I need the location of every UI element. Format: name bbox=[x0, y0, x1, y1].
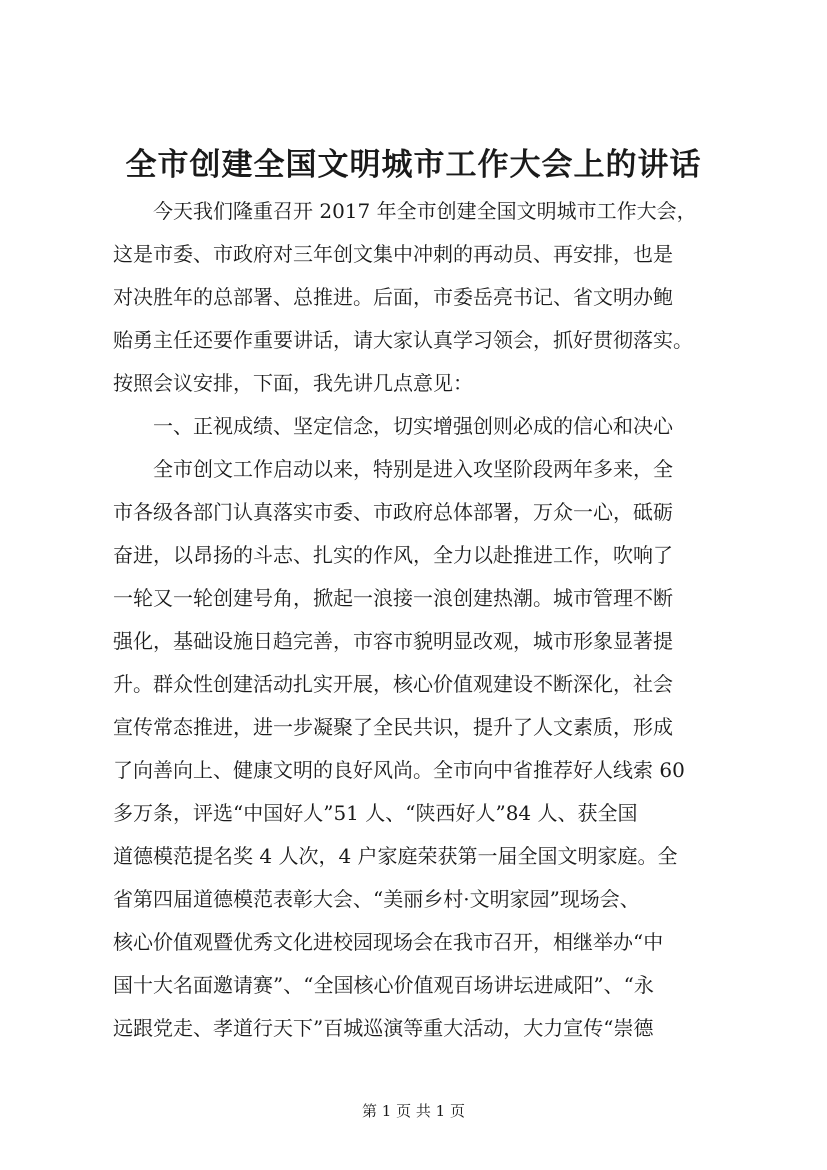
body-line: 了向善向上、健康文明的良好风尚。全市向中省推荐好人线索 60 bbox=[113, 758, 685, 782]
document-title: 全市创建全国文明城市工作大会上的讲话 bbox=[125, 147, 702, 183]
body-line: 贻勇主任还要作重要讲话，请大家认真学习领会，抓好贯彻落实。 bbox=[113, 328, 693, 352]
body-line: 这是市委、市政府对三年创文集中冲刺的再动员、再安排，也是 bbox=[113, 242, 673, 266]
body-line: 按照会议安排，下面，我先讲几点意见： bbox=[113, 371, 473, 395]
body-line: 宣传常态推进，进一步凝聚了全民共识，提升了人文素质，形成 bbox=[113, 715, 673, 739]
body-line: 全市创文工作启动以来，特别是进入攻坚阶段两年多来，全 bbox=[113, 457, 673, 481]
body-line: 今天我们隆重召开 2017 年全市创建全国文明城市工作大会， bbox=[113, 199, 697, 223]
body-line: 国十大名面邀请赛”、“全国核心价值观百场讲坛进咸阳”、“永 bbox=[113, 973, 654, 997]
body-line: 市各级各部门认真落实市委、市政府总体部署，万众一心，砥砺 bbox=[113, 500, 673, 524]
body-line: 奋进，以昂扬的斗志、扎实的作风，全力以赴推进工作，吹响了 bbox=[113, 543, 673, 567]
body-line: 升。群众性创建活动扎实开展，核心价值观建设不断深化，社会 bbox=[113, 672, 673, 696]
body-line: 对决胜年的总部署、总推进。后面，市委岳亮书记、省文明办鲍 bbox=[113, 285, 673, 309]
body-line: 道德模范提名奖 4 人次，4 户家庭荣获第一届全国文明家庭。全 bbox=[113, 844, 678, 868]
body-line: 多万条，评选“中国好人”51 人、“陕西好人”84 人、获全国 bbox=[113, 801, 638, 825]
body-line: 一轮又一轮创建号角，掀起一浪接一浪创建热潮。城市管理不断 bbox=[113, 586, 673, 610]
body-line: 核心价值观暨优秀文化进校园现场会在我市召开，相继举办“中 bbox=[113, 930, 664, 954]
body-line: 省第四届道德模范表彰大会、“美丽乡村·文明家园”现场会、 bbox=[113, 887, 640, 911]
body-line: 强化，基础设施日趋完善，市容市貌明显改观，城市形象显著提 bbox=[113, 629, 673, 653]
section-heading: 一、正视成绩、坚定信念，切实增强创则必成的信心和决心 bbox=[113, 414, 673, 438]
page-footer: 第 1 页 共 1 页 bbox=[362, 1102, 465, 1120]
body-line: 远跟党走、孝道行天下”百城巡演等重大活动，大力宣传“崇德 bbox=[113, 1016, 654, 1040]
